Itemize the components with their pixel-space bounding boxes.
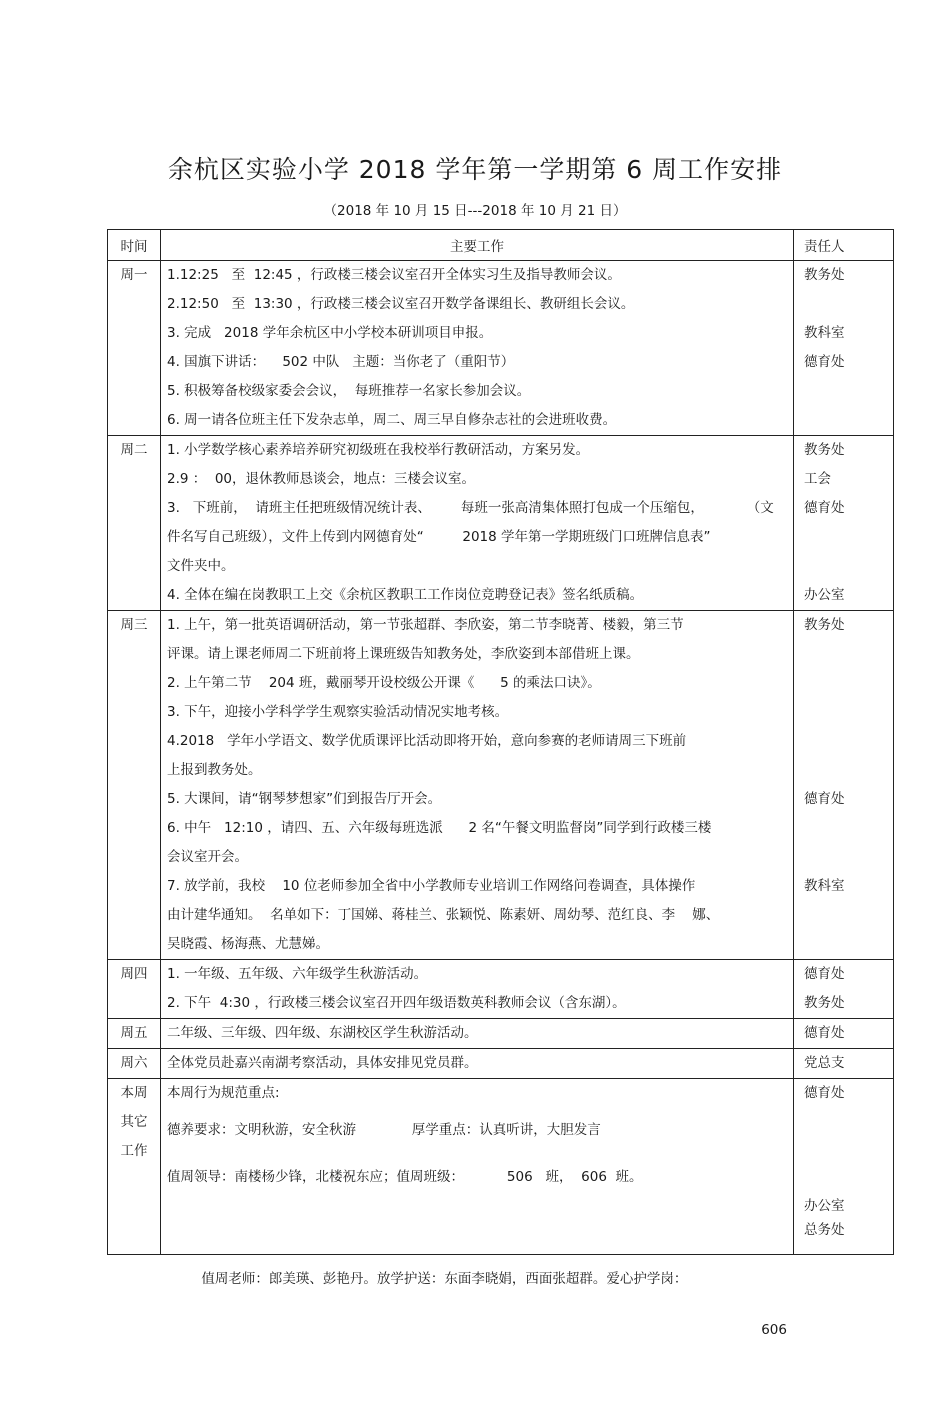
responsible-dept: 总务处 — [804, 1222, 845, 1238]
responsible-dept: 办公室 — [804, 1198, 845, 1214]
day-label: 周二 — [120, 442, 148, 458]
responsible-dept — [804, 377, 893, 406]
day-cell — [108, 1019, 161, 1049]
day-cell — [108, 1079, 161, 1255]
table-row-thursday — [108, 960, 894, 1019]
work-item: 5. 大课间，请“钢琴梦想家”们到报告厅开会。 — [167, 791, 442, 807]
responsible-dept: 教科室 — [804, 878, 845, 894]
responsible-dept: 办公室 — [804, 587, 845, 603]
work-item: 5. 积极筹备校级家委会会议， 每班推荐一名家长参加会议。 — [167, 383, 531, 399]
work-item: 7. 放学前，我校 10 位老师参加全省中小学教师专业培训工作网络问卷调查，具体操作 — [167, 878, 696, 894]
responsible-dept: 教务处 — [804, 617, 845, 633]
work-item: 值周领导：南楼杨少锋，北楼祝东应；值周班级： 506 班， 606 班。 — [167, 1169, 643, 1185]
responsible-dept — [804, 698, 893, 727]
table-row-friday — [108, 1019, 894, 1049]
responsible-cell — [794, 261, 894, 436]
day-label: 周五 — [120, 1025, 148, 1041]
responsible-dept — [804, 523, 893, 552]
work-cell — [161, 1019, 794, 1049]
responsible-dept: 德育处 — [804, 500, 845, 516]
responsible-cell — [794, 436, 894, 611]
work-item: 4. 国旗下讲话： 502 中队 主题：当你老了（重阳节） — [167, 354, 515, 370]
responsible-cell — [794, 611, 894, 960]
table-row-wednesday — [108, 611, 894, 960]
work-item: 吴晓霞、杨海燕、尤慧娣。 — [167, 936, 329, 952]
responsible-dept — [804, 756, 893, 785]
work-item: 评课。请上课老师周二下班前将上课班级告知教务处，李欣姿到本部借班上课。 — [167, 646, 640, 662]
responsible-dept — [804, 290, 893, 319]
work-item: 1. 小学数学核心素养培养研究初级班在我校举行教研活动，方案另发。 — [167, 442, 590, 458]
page-title: 余杭区实验小学 2018 学年第一学期第 6 周工作安排 — [167, 155, 783, 184]
responsible-dept — [804, 843, 893, 872]
day-cell — [108, 611, 161, 960]
work-item: 文件夹中。 — [167, 558, 235, 574]
day-label: 周六 — [120, 1055, 148, 1071]
spacer — [804, 1108, 893, 1194]
responsible-dept: 教务处 — [804, 995, 845, 1011]
responsible-dept: 德育处 — [804, 791, 845, 807]
work-item: 德养要求：文明秋游，安全秋游 厚学重点：认真听讲，大胆发言 — [167, 1122, 601, 1138]
work-cell — [161, 960, 794, 1019]
responsible-dept: 德育处 — [804, 354, 845, 370]
work-item: 上报到教务处。 — [167, 762, 262, 778]
work-item: 1. 一年级、五年级、六年级学生秋游活动。 — [167, 966, 428, 982]
day-label: 周四 — [120, 966, 148, 982]
day-label: 周三 — [120, 617, 148, 633]
work-cell — [161, 436, 794, 611]
day-label-line: 其它 — [120, 1114, 148, 1130]
table-row-tuesday — [108, 436, 894, 611]
table-row-monday — [108, 261, 894, 436]
responsible-dept — [804, 727, 893, 756]
responsible-dept — [804, 814, 893, 843]
work-item: 2. 上午第二节 204 班，戴丽琴开设校级公开课《 5 的乘法口诀》。 — [167, 675, 601, 691]
work-item: 4.2018 学年小学语文、数学优质课评比活动即将开始，意向参赛的老师请周三下班前 — [167, 733, 687, 749]
duty-class-number: 606 — [761, 1322, 787, 1338]
work-item: 由计建华通知。 名单如下：丁国娣、蒋桂兰、张颖悦、陈素妍、周幼琴、范红良、李 娜、 — [167, 907, 720, 923]
day-cell — [108, 436, 161, 611]
responsible-cell — [794, 960, 894, 1019]
responsible-dept: 教务处 — [804, 267, 845, 283]
day-label-line: 本周 — [120, 1085, 148, 1101]
work-item — [167, 1203, 787, 1338]
work-item: 件名写自己班级），文件上传到内网德育处“ 2018 学年第一学期班级门口班牌信息表” — [167, 529, 711, 545]
work-cell — [161, 611, 794, 960]
work-item: 3. 完成 2018 学年余杭区中小学校本研训项目申报。 — [167, 325, 493, 341]
work-item: 本周行为规范重点: — [167, 1085, 280, 1101]
header-time: 时间 — [108, 230, 161, 261]
header-work: 主要工作 — [161, 230, 794, 261]
work-item: 2.12:50 至 13:30 ，行政楼三楼会议室召开数学备课组长、教研组长会议。 — [167, 296, 635, 312]
work-item: 3. 下班前， 请班主任把班级情况统计表、 每班一张高清集体照打包成一个压缩包， （文 — [167, 500, 774, 516]
day-cell — [108, 1049, 161, 1079]
table-row-saturday — [108, 1049, 894, 1079]
work-cell — [161, 1049, 794, 1079]
responsible-cell — [794, 1049, 894, 1079]
responsible-dept — [804, 552, 893, 581]
work-item: 2. 下午 4:30 ，行政楼三楼会议室召开四年级语数英科教师会议（含东湖）。 — [167, 995, 626, 1011]
date-range: （2018 年 10 月 15 日---2018 年 10 月 21 日） — [323, 203, 627, 219]
responsible-dept — [804, 901, 893, 930]
work-item: 6. 周一请各位班主任下发杂志单，周二、周三早自修杂志社的会进班收费。 — [167, 412, 617, 428]
responsible-dept — [804, 669, 893, 698]
work-item: 1. 上午，第一批英语调研活动，第一节张超群、李欣姿，第二节李晓菁、楼毅，第三节 — [167, 617, 684, 633]
duty-teachers-text: 值周老师：郎美瑛、彭艳丹。放学护送：东面李晓娟，西面张超群。爱心护学岗： — [201, 1271, 688, 1287]
responsible-dept — [804, 930, 893, 959]
work-item: 2.9 ： 00，退休教师恳谈会，地点：三楼会议室。 — [167, 471, 476, 487]
work-item: 会议室开会。 — [167, 849, 248, 865]
responsible-cell — [794, 1079, 894, 1255]
work-cell — [161, 261, 794, 436]
work-item: 4. 全体在编在岗教职工上交《余杭区教职工工作岗位竞聘登记表》签名纸质稿。 — [167, 587, 644, 603]
responsible-dept — [804, 640, 893, 669]
work-item: 二年级、三年级、四年级、东湖校区学生秋游活动。 — [167, 1025, 478, 1041]
day-label-line: 工作 — [120, 1143, 148, 1159]
day-cell — [108, 960, 161, 1019]
table-header-row — [108, 230, 894, 261]
work-item: 全体党员赴嘉兴南湖考察活动，具体安排见党员群。 — [167, 1055, 478, 1071]
schedule-table — [107, 229, 894, 1338]
work-cell — [161, 1079, 794, 1338]
work-item: 6. 中午 12:10 ，请四、五、六年级每班选派 2 名“午餐文明监督岗”同学到行政楼三楼 — [167, 820, 712, 836]
table-row-other-work — [108, 1079, 894, 1255]
responsible-dept: 德育处 — [804, 966, 845, 982]
responsible-dept: 工会 — [804, 471, 831, 487]
responsible-dept — [804, 406, 893, 435]
responsible-dept: 教务处 — [804, 442, 845, 458]
responsible-dept: 党总支 — [804, 1055, 845, 1071]
header-person: 责任人 — [794, 230, 894, 261]
responsible-dept: 教科室 — [804, 325, 845, 341]
work-item: 1.12:25 至 12:45 ，行政楼三楼会议室召开全体实习生及指导教师会议。 — [167, 267, 621, 283]
day-cell — [108, 261, 161, 436]
work-item: 3. 下午，迎接小学科学学生观察实验活动情况实地考核。 — [167, 704, 509, 720]
responsible-dept: 德育处 — [804, 1085, 845, 1101]
responsible-cell — [794, 1019, 894, 1049]
responsible-dept: 德育处 — [804, 1025, 845, 1041]
day-label: 周一 — [120, 267, 148, 283]
